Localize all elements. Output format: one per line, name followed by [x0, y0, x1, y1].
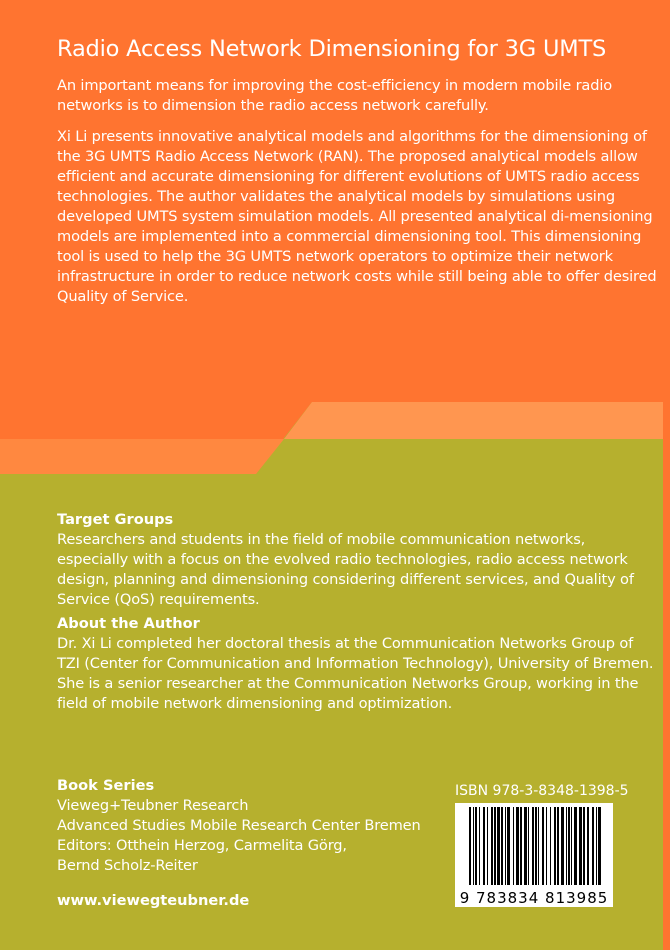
barcode-bar	[579, 807, 582, 885]
barcode-bar	[516, 807, 519, 885]
barcode-bar	[494, 807, 496, 885]
barcode-bar	[469, 807, 471, 885]
barcode-bar	[538, 807, 539, 885]
barcode-bar	[524, 807, 527, 885]
barcode-bar	[532, 807, 534, 885]
website-link[interactable]: www.viewegteubner.de	[57, 892, 250, 909]
barcode-bar	[507, 807, 510, 885]
barcode-bar	[568, 807, 570, 885]
barcode-bar	[535, 807, 537, 885]
barcode-bar	[583, 807, 585, 885]
barcode-bar	[598, 807, 601, 885]
book-series-section	[57, 776, 437, 876]
description-text: Xi Li presents innovative analytical models and algorithms for the dimensioning of the 3G UMTS Radio Access Network (RAN). The proposed analytical models allow efficient and accurate dimensioning for different evolutions of UMTS radio access technologies. The author validates the analytical models by simulations using developed UMTS system simulation models. All presented analytical di-mensioning models are implemented into a commercial dimensioning tool. This dimensioning tool is used to help the 3G UMTS network operators to optimize their network infrastructure in order to reduce network costs while still being able to offer desired Quality of Service.	[57, 128, 657, 305]
about-author-section	[57, 614, 657, 714]
barcode-bar	[550, 807, 551, 885]
target-groups-heading: Target Groups	[57, 511, 174, 528]
barcode-bar	[475, 807, 477, 885]
barcode-bar	[546, 807, 547, 885]
barcode-bar	[501, 807, 503, 885]
barcode-bar	[497, 807, 500, 885]
about-author-text: Dr. Xi Li completed her doctoral thesis at the Communication Networks Group of TZI (Center for Communication and Information Technology), University of Bremen. She is a senior researcher at the Communication Networks Group, working in the field of mobile network dimensioning and optimization.	[57, 635, 654, 712]
barcode-bar	[566, 807, 567, 885]
series-line: Editors: Otthein Herzog, Carmelita Görg,	[57, 837, 347, 854]
book-title: Radio Access Network Dimensioning for 3G UMTS	[57, 36, 607, 62]
barcode-bar	[520, 807, 522, 885]
barcode-bar	[592, 807, 594, 885]
barcode	[455, 803, 613, 907]
barcode-bar	[574, 807, 577, 885]
barcode-bar	[554, 807, 556, 885]
barcode-bar	[542, 807, 544, 885]
barcode-bar	[528, 807, 529, 885]
series-line: Advanced Studies Mobile Research Center Bremen	[57, 817, 421, 834]
barcode-bar	[483, 807, 485, 885]
book-series-heading: Book Series	[57, 777, 155, 794]
series-line: Vieweg+Teubner Research	[57, 797, 249, 814]
target-groups-section	[57, 510, 657, 610]
barcode-bar	[571, 807, 572, 885]
barcode-bar	[587, 807, 589, 885]
isbn-text: ISBN 978-3-8348-1398-5	[455, 783, 629, 799]
barcode-bar	[561, 807, 564, 885]
target-groups-text: Researchers and students in the field of mobile communication networks, especially with a focus on the evolved radio technologies, radio access network design, planning and dimensioning considering different services, and Quality of Service (QoS) requirements.	[57, 531, 634, 608]
barcode-number: 9 783834 813985	[459, 889, 609, 907]
barcode-bar	[596, 807, 597, 885]
barcode-bar	[557, 807, 559, 885]
barcode-bar	[513, 807, 514, 885]
barcode-bars	[455, 807, 613, 897]
barcode-bar	[487, 807, 488, 885]
barcode-bar	[479, 807, 480, 885]
barcode-bar	[473, 807, 474, 885]
series-line: Bernd Scholz-Reiter	[57, 857, 198, 874]
about-author-heading: About the Author	[57, 615, 200, 632]
intro-text: An important means for improving the cost-efficiency in modern mobile radio networks is to dimension the radio access network carefully.	[57, 77, 613, 114]
barcode-bar	[505, 807, 506, 885]
barcode-bar	[491, 807, 493, 885]
